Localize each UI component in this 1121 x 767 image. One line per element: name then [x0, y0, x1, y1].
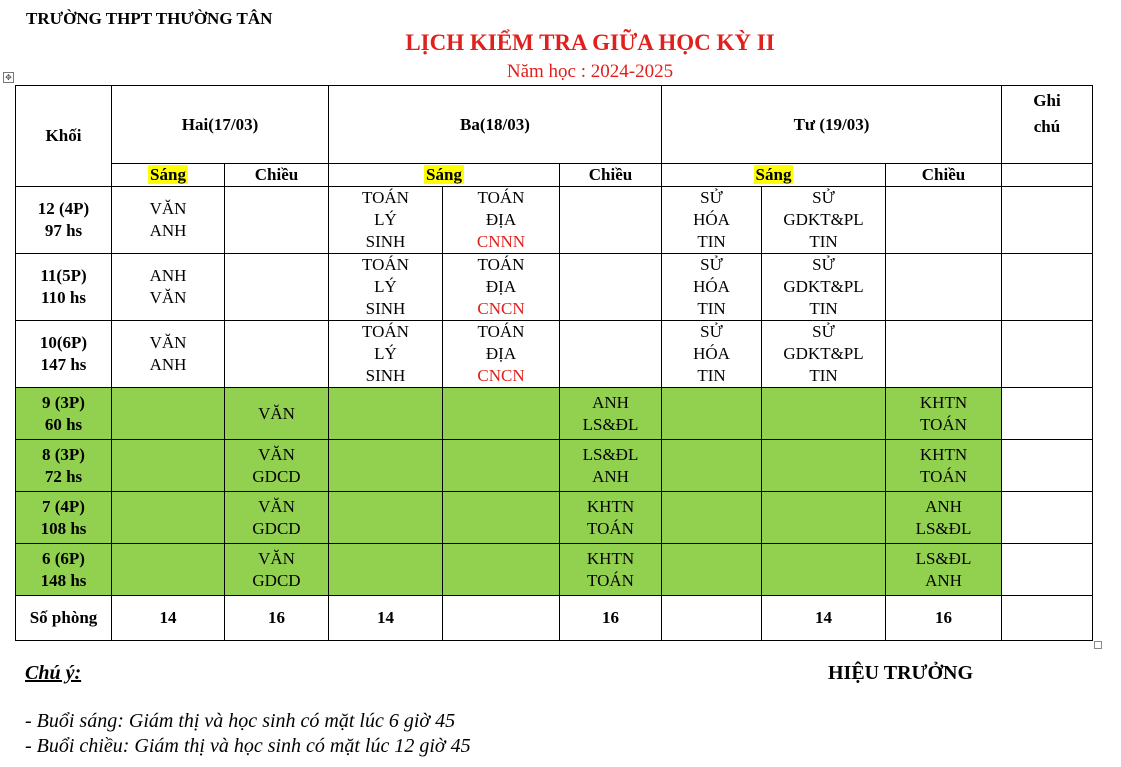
school-year: Năm học : 2024-2025 [506, 61, 674, 82]
subject-name: KHTN [919, 444, 968, 464]
header-row [16, 86, 1093, 164]
subject-name: SỬ [812, 188, 835, 207]
session-label: Sáng [755, 165, 792, 184]
grade-line: 97 hs [44, 221, 83, 240]
subject-name: VĂN [258, 444, 295, 464]
table-row [16, 544, 1093, 596]
subject-name: SỬ [700, 322, 723, 341]
subject-name: TOÁN [587, 518, 634, 538]
subject-cell-mon-c [225, 388, 329, 440]
school-name: TRƯỜNG THPT THƯỜNG TÂN [26, 9, 273, 28]
subject-name: CNCN [477, 299, 525, 318]
ghi-chu-cell [1002, 440, 1093, 492]
subject-name: GDCD [252, 518, 301, 538]
session-tue-chieu: Chiều [560, 164, 662, 187]
day-header-wed: Tư (19/03) [662, 86, 1002, 164]
subject-cell-tue-s1 [329, 187, 443, 254]
table-row [16, 187, 1093, 254]
grade-line: 11(5P) [40, 266, 87, 285]
subject-cell-wed-s2 [762, 440, 886, 492]
khoi-header: Khối [16, 86, 112, 187]
subject-cell-tue-s1 [329, 321, 443, 388]
table-move-handle[interactable]: ✥ [3, 72, 14, 83]
rooms-tue-chieu: 16 [560, 596, 662, 641]
subject-name: ĐỊA [485, 210, 517, 229]
subject-name: TOÁN [362, 322, 409, 341]
rooms-tue-sang-1: 14 [329, 596, 443, 641]
ghi-chu-line2: chú [1033, 117, 1061, 136]
grade-line: 7 (4P) [42, 496, 85, 516]
subject-name: TIN [697, 232, 726, 251]
subject-name: GDKT&PL [783, 344, 864, 363]
table-row [16, 254, 1093, 321]
subject-cell-tue-s2 [443, 187, 560, 254]
table-row [16, 388, 1093, 440]
subject-name: LÝ [374, 210, 397, 229]
subject-cell-tue-s2 [443, 254, 560, 321]
ghi-chu-cell [1002, 388, 1093, 440]
subject-cell-wed-s1 [662, 492, 762, 544]
subject-cell-tue-s1 [329, 388, 443, 440]
subject-cell-wed-s1 [662, 388, 762, 440]
subject-name: TOÁN [477, 255, 525, 274]
subject-cell-wed-s2 [762, 321, 886, 388]
subject-name: ANH [592, 466, 629, 486]
subject-cell-wed-s2 [762, 187, 886, 254]
subject-name: VĂN [149, 199, 187, 218]
grade-line: 10(6P) [39, 333, 88, 352]
subject-cell-mon-s [112, 321, 225, 388]
subject-cell-wed-c [886, 388, 1002, 440]
subject-name: LÝ [374, 277, 397, 296]
subject-name: TIN [809, 299, 838, 318]
subject-cell-wed-s1 [662, 321, 762, 388]
subject-name: ANH [149, 266, 187, 285]
rooms-label: Số phòng [16, 596, 112, 641]
subject-name: VĂN [149, 333, 187, 352]
subject-name: GDCD [252, 570, 301, 590]
grade-line: 147 hs [40, 355, 87, 374]
rooms-ghi-chu [1002, 596, 1093, 641]
subject-cell-tue-c [560, 440, 662, 492]
grade-line: 72 hs [44, 466, 83, 486]
subject-name: SINH [365, 232, 406, 251]
subject-cell-tue-s2 [443, 440, 560, 492]
grade-line: 60 hs [44, 414, 83, 434]
rooms-row [16, 596, 1093, 641]
grade-cell [16, 492, 112, 544]
rooms-tue-sang-2 [443, 596, 560, 641]
subject-name: KHTN [919, 392, 968, 412]
subject-name: TOÁN [477, 188, 525, 207]
exam-schedule-table [15, 85, 1093, 641]
subject-cell-mon-s [112, 440, 225, 492]
subject-cell-mon-c [225, 187, 329, 254]
note-morning: - Buổi sáng: Giám thị và học sinh có mặt lúc 6 giờ 45 [25, 710, 456, 732]
subject-cell-mon-s [112, 254, 225, 321]
session-wed-chieu: Chiều [886, 164, 1002, 187]
ghi-chu-cell [1002, 544, 1093, 596]
ghi-chu-line1: Ghi [1033, 91, 1061, 110]
subject-cell-wed-c [886, 492, 1002, 544]
session-label: Sáng [426, 165, 462, 184]
grade-line: 12 (4P) [37, 199, 90, 218]
grade-cell [16, 321, 112, 388]
rooms-mon-sang: 14 [112, 596, 225, 641]
rooms-wed-chieu: 16 [886, 596, 1002, 641]
subject-cell-tue-c [560, 492, 662, 544]
subject-name: ĐỊA [485, 277, 517, 296]
grade-line: 110 hs [41, 288, 86, 307]
subject-name: LS&ĐL [915, 548, 972, 568]
table-row [16, 492, 1093, 544]
subject-cell-mon-s [112, 388, 225, 440]
subject-name: VĂN [258, 403, 295, 423]
grade-cell [16, 187, 112, 254]
subject-cell-mon-c [225, 492, 329, 544]
rooms-wed-sang-1 [662, 596, 762, 641]
subject-name: GDCD [252, 466, 301, 486]
subject-cell-mon-c [225, 254, 329, 321]
rooms-mon-chieu: 16 [225, 596, 329, 641]
subject-cell-mon-s [112, 544, 225, 596]
day-header-tue: Ba(18/03) [329, 86, 662, 164]
subject-name: ANH [925, 496, 962, 516]
subject-cell-tue-s2 [443, 388, 560, 440]
grade-line: 148 hs [40, 570, 87, 590]
subject-name: TIN [697, 299, 726, 318]
ghi-chu-cell [1002, 187, 1093, 254]
subject-cell-wed-s2 [762, 544, 886, 596]
table-row [16, 321, 1093, 388]
subject-cell-wed-s1 [662, 254, 762, 321]
subject-cell-wed-c [886, 544, 1002, 596]
subject-cell-mon-c [225, 440, 329, 492]
subject-cell-tue-s1 [329, 254, 443, 321]
subject-name: TOÁN [362, 255, 409, 274]
grade-cell [16, 440, 112, 492]
grade-line: 8 (3P) [42, 444, 85, 464]
session-wed-sang [662, 164, 886, 187]
document-title: LỊCH KIỂM TRA GIỮA HỌC KỲ II [405, 30, 775, 55]
subject-name: TOÁN [920, 466, 967, 486]
subject-cell-wed-c [886, 440, 1002, 492]
session-label: Sáng [150, 165, 186, 184]
grade-cell [16, 544, 112, 596]
subject-name: TOÁN [477, 322, 525, 341]
subject-cell-tue-s1 [329, 492, 443, 544]
ghi-chu-header [1002, 86, 1093, 164]
table-row [16, 440, 1093, 492]
subject-name: SỬ [812, 322, 835, 341]
subject-name: KHTN [586, 496, 635, 516]
subject-cell-tue-c [560, 321, 662, 388]
session-ghi-empty [1002, 164, 1093, 187]
subject-name: TIN [697, 366, 726, 385]
subject-name: CNCN [477, 366, 525, 385]
ghi-chu-cell [1002, 492, 1093, 544]
subject-name: SỬ [700, 255, 723, 274]
subject-name: LÝ [374, 344, 397, 363]
subject-cell-tue-s2 [443, 321, 560, 388]
ghi-chu-cell [1002, 321, 1093, 388]
subject-name: GDKT&PL [783, 210, 864, 229]
day-header-mon: Hai(17/03) [112, 86, 329, 164]
subject-name: ANH [925, 570, 962, 590]
grade-cell [16, 254, 112, 321]
table-resize-handle[interactable] [1094, 641, 1102, 649]
subject-name: ANH [149, 221, 187, 240]
subject-cell-tue-s2 [443, 544, 560, 596]
session-row [16, 164, 1093, 187]
grade-line: 108 hs [40, 518, 87, 538]
subject-cell-mon-c [225, 544, 329, 596]
subject-cell-wed-s1 [662, 544, 762, 596]
rooms-wed-sang-2: 14 [762, 596, 886, 641]
subject-name: KHTN [586, 548, 635, 568]
subject-name: SỬ [700, 188, 723, 207]
subject-name: TIN [809, 366, 838, 385]
subject-name: VĂN [258, 548, 295, 568]
subject-cell-wed-s2 [762, 254, 886, 321]
subject-cell-wed-c [886, 187, 1002, 254]
subject-cell-mon-s [112, 492, 225, 544]
principal-signature-title: HIỆU TRƯỞNG [828, 662, 974, 684]
subject-name: HÓA [693, 277, 730, 296]
subject-name: SỬ [812, 255, 835, 274]
subject-cell-tue-c [560, 187, 662, 254]
subject-name: LS&ĐL [582, 414, 639, 434]
session-mon-chieu: Chiều [225, 164, 329, 187]
subject-cell-tue-c [560, 388, 662, 440]
subject-name: TIN [809, 232, 838, 251]
subject-name: ANH [149, 355, 187, 374]
subject-name: CNNN [476, 232, 526, 251]
subject-cell-tue-c [560, 254, 662, 321]
subject-cell-tue-s2 [443, 492, 560, 544]
subject-name: LS&ĐL [582, 444, 639, 464]
subject-cell-mon-c [225, 321, 329, 388]
subject-name: VĂN [258, 496, 295, 516]
note-title: Chú ý: [25, 662, 82, 684]
subject-cell-wed-s2 [762, 492, 886, 544]
subject-name: VĂN [149, 288, 187, 307]
subject-name: HÓA [693, 210, 730, 229]
subject-name: SINH [365, 366, 406, 385]
subject-name: TOÁN [587, 570, 634, 590]
subject-cell-wed-s2 [762, 388, 886, 440]
subject-cell-wed-c [886, 254, 1002, 321]
grade-line: 6 (6P) [42, 548, 85, 568]
subject-name: TOÁN [920, 414, 967, 434]
subject-name: SINH [365, 299, 406, 318]
subject-cell-tue-s1 [329, 544, 443, 596]
subject-cell-wed-s1 [662, 440, 762, 492]
grade-cell [16, 388, 112, 440]
grade-line: 9 (3P) [42, 392, 85, 412]
subject-cell-tue-c [560, 544, 662, 596]
subject-name: ĐỊA [485, 344, 517, 363]
subject-name: LS&ĐL [915, 518, 972, 538]
subject-cell-wed-s1 [662, 187, 762, 254]
subject-cell-mon-s [112, 187, 225, 254]
subject-name: TOÁN [362, 188, 409, 207]
subject-name: ANH [592, 392, 629, 412]
session-mon-sang [112, 164, 225, 187]
subject-name: GDKT&PL [783, 277, 864, 296]
subject-name: HÓA [693, 344, 730, 363]
subject-cell-tue-s1 [329, 440, 443, 492]
session-tue-sang [329, 164, 560, 187]
note-afternoon: - Buổi chiều: Giám thị và học sinh có mặt lúc 12 giờ 45 [25, 735, 471, 757]
ghi-chu-cell [1002, 254, 1093, 321]
subject-cell-wed-c [886, 321, 1002, 388]
